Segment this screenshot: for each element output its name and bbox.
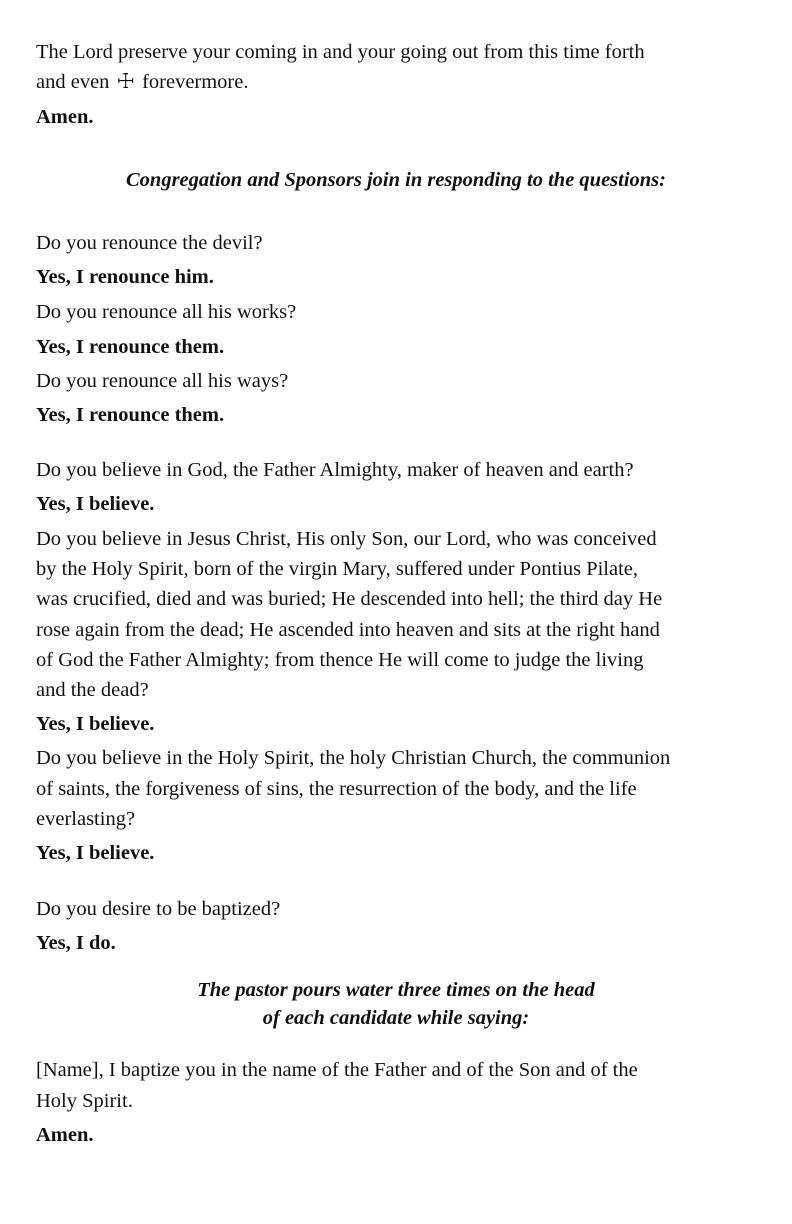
creed-question-son-line: and the dead? [36,679,149,701]
cross-icon: ☩ [116,71,135,93]
creed-question-spirit-line: of saints, the forgiveness of sins, the resurrection of the body, and the life [36,778,637,800]
creed-question-son-line: Do you believe in Jesus Christ, His only Son, our Lord, who was conceived [36,528,657,550]
creed-question-son-line: was crucified, died and was buried; He descended into hell; the third day He [36,588,663,610]
rubric-congregation: Congregation and Sponsors join in responding to the questions: [126,169,666,191]
baptism-formula-line-2: Holy Spirit. [36,1090,133,1112]
rubric-pastor-line-1: The pastor pours water three times on the head [197,979,595,1001]
renounce-answer-ways: Yes, I renounce them. [36,404,225,426]
renounce-answer-devil: Yes, I renounce him. [36,266,214,288]
blessing-line-2-start: and even [36,71,110,93]
blessing-line-1: The Lord preserve your coming in and your going out from this time forth [36,41,645,63]
rubric-pastor-line-2: of each candidate while saying: [262,1007,530,1029]
creed-answer-spirit: Yes, I believe. [36,842,155,864]
blessing-line-2 [36,70,249,94]
creed-question-son-line: rose again from the dead; He ascended into heaven and sits at the right hand [36,619,660,641]
baptism-formula-line-1: [Name], I baptize you in the name of the Father and of the Son and of the [36,1059,638,1081]
desire-question: Do you desire to be baptized? [36,898,281,920]
creed-answer-son: Yes, I believe. [36,713,155,735]
blessing-line-2-end: forevermore. [142,71,249,93]
creed-answer-father: Yes, I believe. [36,493,155,515]
renounce-question-ways: Do you renounce all his ways? [36,370,289,392]
baptism-response: Amen. [36,1124,94,1146]
creed-question-spirit-line: Do you believe in the Holy Spirit, the holy Christian Church, the communion [36,747,671,769]
creed-question-father: Do you believe in God, the Father Almighty, maker of heaven and earth? [36,459,634,481]
creed-question-spirit-line: everlasting? [36,808,136,830]
renounce-answer-works: Yes, I renounce them. [36,336,225,358]
creed-question-son-line: of God the Father Almighty; from thence He will come to judge the living [36,649,644,671]
creed-question-son-line: by the Holy Spirit, born of the virgin Mary, suffered under Pontius Pilate, [36,558,639,580]
renounce-question-works: Do you renounce all his works? [36,301,297,323]
blessing-response: Amen. [36,106,94,128]
renounce-question-devil: Do you renounce the devil? [36,232,263,254]
desire-answer: Yes, I do. [36,932,116,954]
